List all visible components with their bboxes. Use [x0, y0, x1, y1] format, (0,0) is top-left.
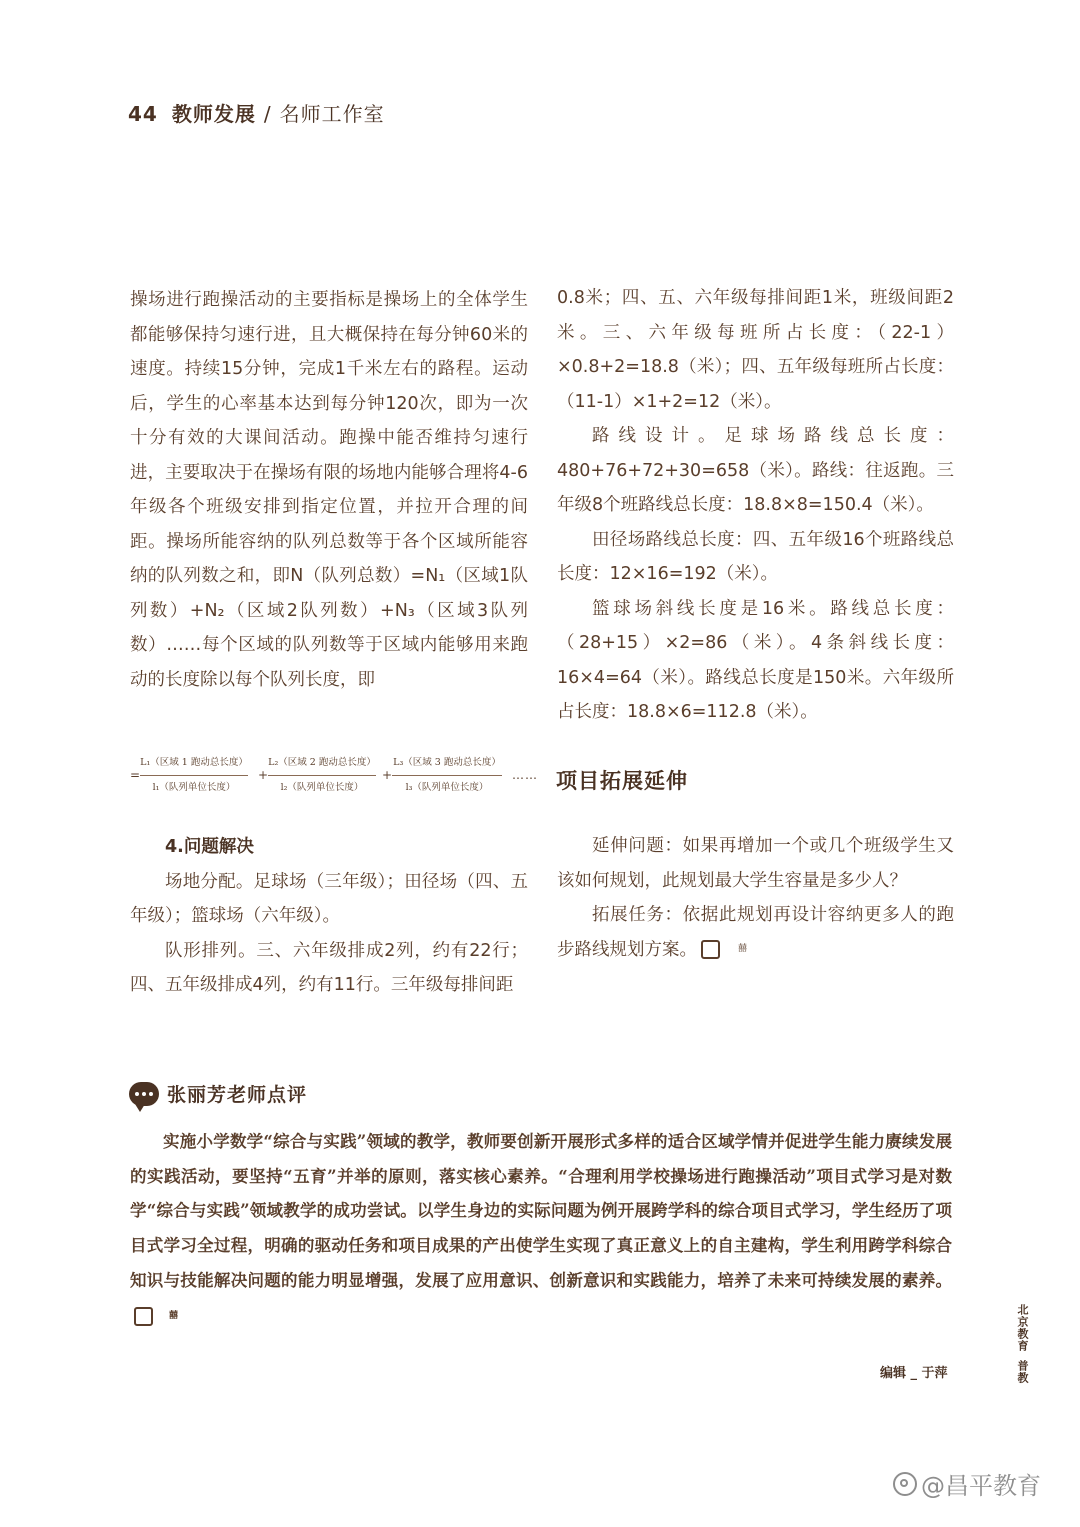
fraction-2	[268, 755, 376, 796]
section-name: 教师发展	[171, 102, 256, 126]
fraction-3	[392, 755, 502, 796]
speech-bubble-icon	[129, 1082, 159, 1106]
watermark-text: @昌平教育	[921, 1472, 1041, 1500]
end-mark-icon: 囍	[701, 940, 720, 959]
denominator-3: l₃（队列单位长度）	[405, 782, 489, 793]
running-header	[128, 98, 385, 127]
watermark-logo-icon	[893, 1472, 917, 1496]
extension-task-text: 拓展任务：依据此规划再设计容纳更多人的跑步路线规划方案。	[557, 905, 954, 960]
editor-credit: 编辑 _ 于萍	[880, 1366, 948, 1381]
formula-plus-1: +	[258, 768, 269, 782]
left-column-bottom	[130, 830, 528, 1003]
venue-paragraph: 场地分配。足球场（三年级）；田径场（四、五年级）；篮球场（六年级）。	[130, 871, 528, 926]
comment-title: 张丽芳老师点评	[167, 1084, 308, 1106]
formula-equals: =	[130, 768, 141, 782]
queue-formula	[130, 755, 542, 803]
subsection-name: 名师工作室	[279, 102, 385, 126]
denominator-1: l₁（队列单位长度）	[152, 782, 236, 793]
comment-end-mark-icon: 囍	[134, 1307, 153, 1326]
side-journal-label	[1014, 1296, 1030, 1384]
extension-heading: 项目拓展延伸	[556, 769, 688, 793]
numerator-3: L₃（区域 3 跑动总长度）	[393, 757, 501, 768]
page-number: 44	[128, 102, 158, 126]
intro-paragraph: 操场进行跑操活动的主要指标是操场上的全体学生都能够保持匀速行进，且大概保持在每分钟60米的速度。持续15分钟，完成1千米左右的路程。运动后，学生的心率基本达到每分钟120次，即为一次十分有效的大课间活动。跑操中能否维持匀速行进，主要取决于在操场有限的场地内能够合理将4-6年级各个班级安排到指定位置，并拉开合理的间距。操场所能容纳的队列总数等于各个区域所能容纳的队列数之和，即N（队列总数）=N₁（区域1队列数）+N₂（区域2队列数）+N₃（区域3队列数）……每个区域的队列数等于区域内能够用来跑动的长度除以每个队列长度，即	[130, 290, 528, 690]
formula-ellipsis: ……	[512, 768, 538, 782]
journal-name: 北京教育	[1016, 1304, 1029, 1352]
problem-solving-heading: 4.问题解决	[165, 837, 254, 857]
left-column-top	[130, 283, 528, 697]
comment-text: 实施小学数学“综合与实践”领域的教学，教师要创新开展形式多样的适合区域学情并促进学生能力赓续发展的实践活动，要坚持“五育”并举的原则，落实核心素养。“合理利用学校操场进行跑操活动”项目式学习是对数学“综合与实践”领域教学的成功尝试。以学生身边的实际问题为例开展跨学科的综合项目式学习，学生经历了项目式学习全过程，明确的驱动任务和项目成果的产出使学生实现了真正意义上的自主建构，学生利用跨学科综合知识与技能解决问题的能力明显增强，发展了应用意识、创新意识和实践能力，培养了未来可持续发展的素养。	[130, 1132, 952, 1290]
spacing-paragraph: 0.8米；四、五、六年级每排间距1米，班级间距2米。三、六年级每班所占长度：（22-1）×0.8+2=18.8（米）；四、五年级每班所占长度：（11-1）×1+2=12（米）。	[557, 288, 954, 412]
denominator-2: l₂（队列单位长度）	[280, 782, 364, 793]
right-column-top	[557, 281, 954, 730]
route-paragraph: 路线设计。足球场路线总长度：480+76+72+30=658（米）。路线：往返跑。三年级8个班路线总长度：18.8×8=150.4（米）。	[557, 426, 954, 515]
track-paragraph: 田径场路线总长度：四、五年级16个班路线总长度：12×16=192（米）。	[557, 529, 954, 584]
fraction-1	[140, 755, 248, 796]
extension-task	[557, 898, 954, 967]
basketball-paragraph: 篮球场斜线长度是16米。路线总长度：（28+15）×2=86（米）。4条斜线长度：16×4=64（米）。路线总长度是150米。六年级所占长度：18.8×6=112.8（米）。	[557, 598, 954, 722]
comment-header	[129, 1080, 307, 1107]
formula-plus-2: +	[382, 768, 393, 782]
comment-body	[130, 1125, 952, 1333]
extension-question: 延伸问题：如果再增加一个或几个班级学生又该如何规划，此规划最大学生容量是多少人？	[557, 836, 954, 891]
watermark	[893, 1466, 1041, 1501]
right-column-bottom	[557, 829, 954, 967]
numerator-1: L₁（区域 1 跑动总长度）	[140, 757, 248, 768]
journal-edition: 普教	[1016, 1360, 1029, 1384]
numerator-2: L₂（区域 2 跑动总长度）	[268, 757, 376, 768]
formation-paragraph: 队形排列。三、六年级排成2列，约有22行；四、五年级排成4列，约有11行。三年级每排间距	[130, 940, 528, 995]
header-separator: /	[263, 102, 272, 126]
